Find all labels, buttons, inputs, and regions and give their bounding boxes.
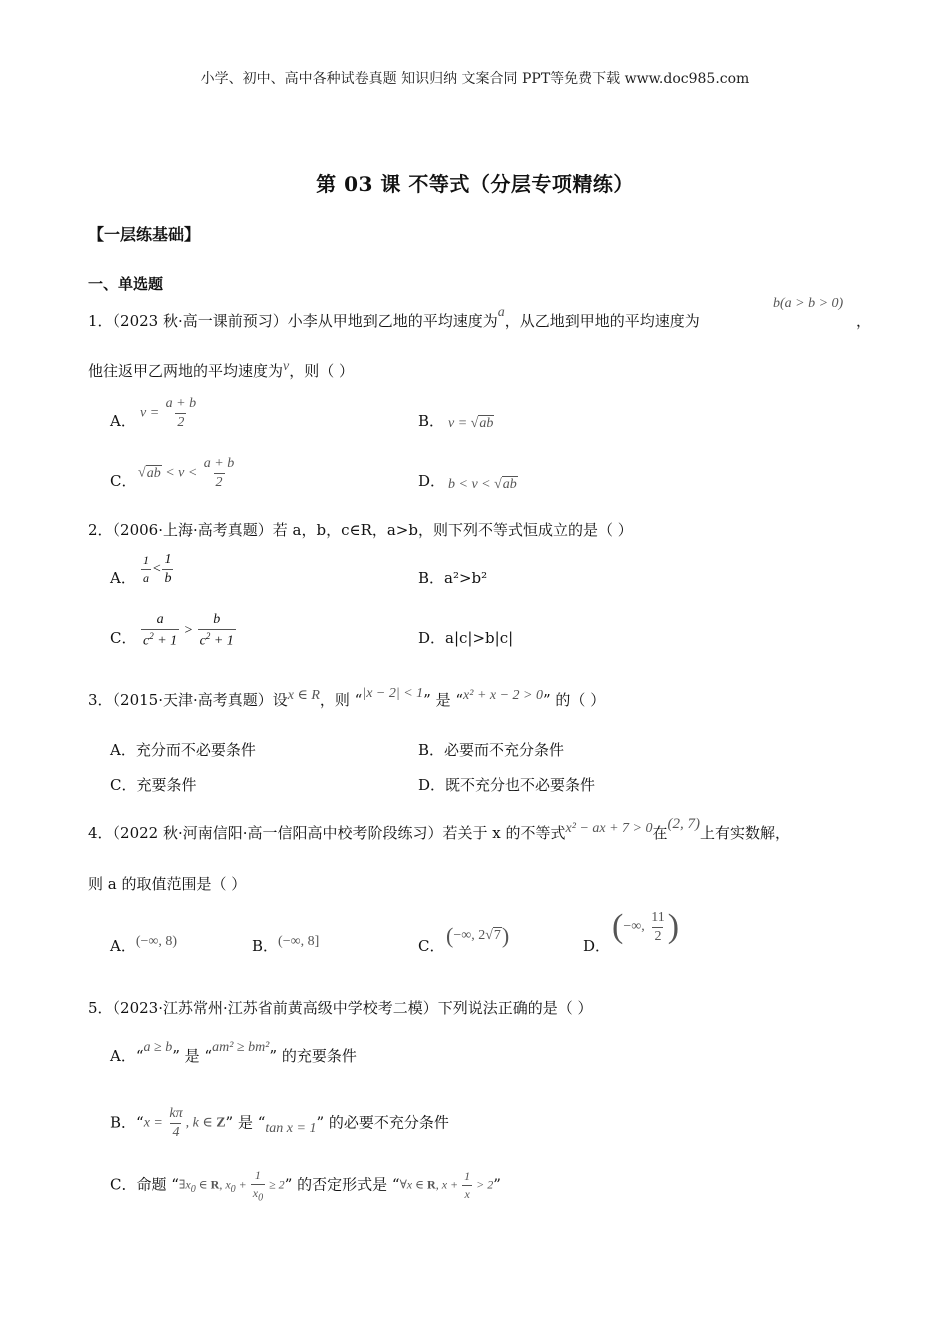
question-4-line-1 <box>88 816 791 843</box>
option-label: B． <box>252 937 279 955</box>
q2-option-b[interactable]: B．a²>b² <box>418 569 488 587</box>
option-label: A． <box>110 569 136 587</box>
q3-option-d[interactable]: D．既不充分也不必要条件 <box>418 776 596 794</box>
q1-option-c-formula: √ab < v < $\frac{a + b}{2}$ <box>138 456 235 490</box>
option-label: D． <box>583 937 611 955</box>
q4-option-b-formula: (−∞, 8] <box>278 934 320 949</box>
question-4-line-2: 则 a 的取值范围是（ ） <box>88 875 247 893</box>
q3-option-a[interactable]: A．充分而不必要条件 <box>110 741 256 759</box>
question-4-interval: (2, 7) <box>667 816 701 832</box>
option-c-mid: ” 的否定形式是 “ <box>284 1175 400 1194</box>
option-b-pre: B．“ <box>110 1113 144 1132</box>
q5-option-b[interactable] <box>110 1106 449 1141</box>
q1-option-d[interactable] <box>418 470 445 491</box>
q5-option-b-formula-1: x = $\frac{k\pi}{4}$ , k ∈ Z <box>143 1106 226 1140</box>
q5-option-a-formula-1: a ≥ b <box>143 1040 173 1055</box>
q5-option-a[interactable] <box>110 1040 357 1066</box>
question-3-condition-1: x ∈ R <box>287 688 320 703</box>
level-heading: 【一层练基础】 <box>88 225 201 244</box>
question-1-condition: b(a > b > 0) <box>773 296 844 311</box>
question-1-comma: ， <box>856 312 872 330</box>
question-4-prefix: 4．（2022 秋·河南信阳·高一信阳高中校考阶段练习）若关于 x 的不等式 <box>88 824 566 842</box>
q1-option-d-formula: b < v < √ab <box>448 477 517 492</box>
question-3-mid-1: ，则 “ <box>319 691 363 709</box>
q5-option-b-formula-2: tan x = 1 <box>265 1120 317 1136</box>
page-title: 第 03 课 不等式（分层专项精练） <box>316 172 634 196</box>
option-label: A． <box>110 412 136 430</box>
option-label: C． <box>110 472 137 490</box>
q4-option-c[interactable] <box>418 935 444 956</box>
option-label: D． <box>418 472 446 490</box>
question-2-stem: 2．（2006·上海·高考真题）若 a，b，c∈R，a>b，则下列不等式恒成立的是（ ） <box>88 521 633 539</box>
q1-option-b[interactable] <box>418 410 444 431</box>
q4-option-d[interactable] <box>583 935 610 956</box>
var-a: a <box>497 305 505 320</box>
q5-option-c[interactable] <box>110 1168 501 1203</box>
question-3-condition-2: |x − 2| < 1 <box>362 686 424 701</box>
option-label: A． <box>110 937 136 955</box>
question-4-inequality: x² − ax + 7 > 0 <box>565 821 653 836</box>
question-3-end: ” 的（ ） <box>543 691 606 709</box>
q5-option-c-formula-1: $\exists x_0$ ∈ R, $x_0$ + $\frac{1}{x_0}$ ≥ 2 <box>178 1168 285 1204</box>
q4-option-a-formula: (−∞, 8) <box>135 934 178 949</box>
option-a-mid: ” 是 “ <box>172 1047 213 1065</box>
q2-option-a-formula: $\frac{1}{a}$ < $\frac{1}{b}$ <box>143 552 172 586</box>
q1-option-a[interactable] <box>110 410 136 431</box>
option-b-end: ” 的必要不充分条件 <box>316 1113 449 1132</box>
q5-option-c-formula-2: ∀x ∈ R, x + $\frac{1}{x}$ > 2 <box>399 1169 494 1202</box>
section-heading: 一、单选题 <box>88 275 164 293</box>
q2-option-c[interactable] <box>110 627 136 648</box>
option-label: C． <box>418 937 445 955</box>
q4-option-d-formula: (−∞, $\frac{11}{2}$ ) <box>612 908 680 945</box>
q1-option-a-formula: v = $\frac{a + b}{2}$ <box>140 396 197 430</box>
q4-option-b[interactable] <box>252 935 319 956</box>
page-header: 小学、初中、高中各种试卷真题 知识归纳 文案合同 PPT等免费下载 www.doc985.com <box>200 71 750 87</box>
question-3-prefix: 3．（2015·天津·高考真题）设 <box>88 691 288 709</box>
option-a-pre: A．“ <box>110 1047 144 1065</box>
question-1-stem-2: 他往返甲乙两地的平均速度为 <box>88 362 284 380</box>
option-a-end: ” 的充要条件 <box>269 1047 357 1065</box>
option-label: B． <box>418 412 445 430</box>
question-3-mid-2: ” 是 “ <box>423 691 464 709</box>
q3-option-b[interactable]: B．必要而不充分条件 <box>418 741 565 759</box>
question-3-condition-3: x² + x − 2 > 0 <box>463 688 543 703</box>
option-b-mid: ” 是 “ <box>225 1113 266 1132</box>
q1-option-c[interactable] <box>110 470 136 491</box>
q1-option-b-formula: v = √ab <box>448 416 494 431</box>
q2-option-a[interactable] <box>110 567 136 588</box>
q4-option-a[interactable] <box>110 935 177 956</box>
question-5-stem: 5．（2023·江苏常州·江苏省前黄高级中学校考二模）下列说法正确的是（ ） <box>88 999 593 1017</box>
var-v: v <box>283 359 290 374</box>
q2-option-c-formula: $\frac{a}{c^2 + 1}$ > $\frac{b}{c^2 + 1}$ <box>143 612 234 649</box>
q5-option-a-formula-2: am² ≥ bm² <box>212 1040 270 1055</box>
question-3-stem <box>88 686 606 710</box>
q2-option-d[interactable]: D．a|c|>b|c| <box>418 629 514 647</box>
option-c-pre: C．命题 “ <box>110 1175 179 1194</box>
question-4-mid: 在 <box>652 824 668 842</box>
q3-option-c[interactable]: C．充要条件 <box>110 776 197 794</box>
question-1-stem-mid: ，从乙地到甲地的平均速度为 <box>504 312 700 330</box>
question-1-stem: 1．（2023 秋·高一课前预习）小李从甲地到乙地的平均速度为 <box>88 312 498 330</box>
option-c-end: ” <box>493 1175 501 1194</box>
question-1-line-1 <box>88 305 700 331</box>
question-4-end: 上有实数解， <box>700 824 791 842</box>
option-label: C． <box>110 629 137 647</box>
question-1-stem-end: ，则（ ） <box>289 362 355 380</box>
question-1-line-2 <box>88 360 354 381</box>
q4-option-c-formula: (−∞, 2√7) <box>446 923 510 948</box>
